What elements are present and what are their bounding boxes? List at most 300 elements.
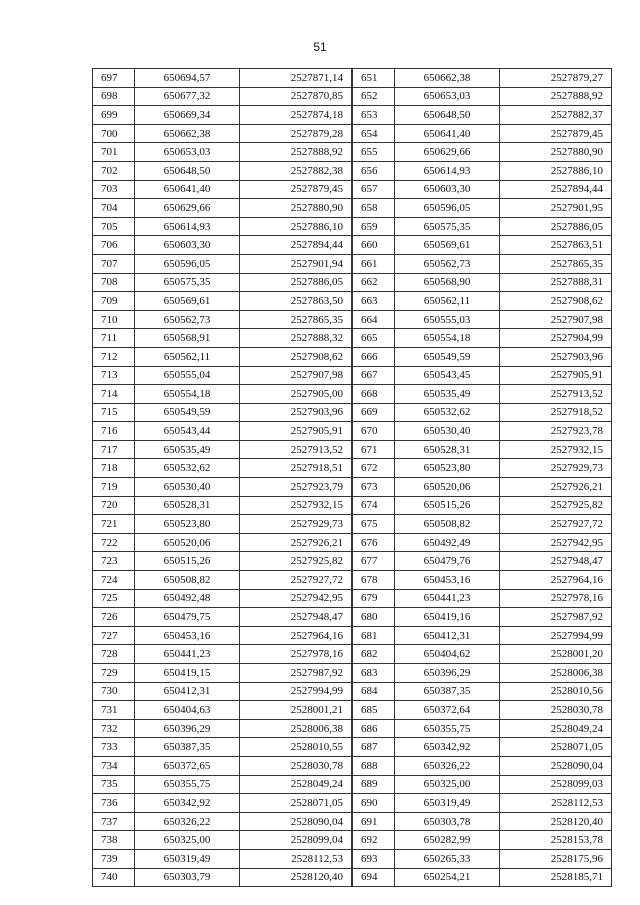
y-coordinate-cell: 2527880,90 <box>500 143 612 162</box>
table-row <box>353 310 612 329</box>
point-number-cell: 653 <box>353 106 395 125</box>
y-coordinate-cell: 2527879,28 <box>240 124 352 143</box>
x-coordinate-cell: 650603,30 <box>395 180 500 199</box>
y-coordinate-cell: 2528071,05 <box>500 738 612 757</box>
table-row <box>353 794 612 813</box>
y-coordinate-cell: 2527865,35 <box>240 310 352 329</box>
point-number-cell: 675 <box>353 515 395 534</box>
table-row <box>353 254 612 273</box>
x-coordinate-cell: 650569,61 <box>395 236 500 255</box>
y-coordinate-cell: 2527964,16 <box>500 571 612 590</box>
table-row <box>353 459 612 478</box>
point-number-cell: 718 <box>93 459 135 478</box>
y-coordinate-cell: 2527882,37 <box>500 106 612 125</box>
x-coordinate-cell: 650479,75 <box>135 608 240 627</box>
point-number-cell: 664 <box>353 310 395 329</box>
x-coordinate-cell: 650520,06 <box>135 533 240 552</box>
table-row <box>93 794 352 813</box>
y-coordinate-cell: 2527918,51 <box>240 459 352 478</box>
point-number-cell: 723 <box>93 552 135 571</box>
point-number-cell: 659 <box>353 217 395 236</box>
point-number-cell: 692 <box>353 831 395 850</box>
x-coordinate-cell: 650549,59 <box>135 403 240 422</box>
y-coordinate-cell: 2527901,95 <box>500 199 612 218</box>
table-row <box>93 478 352 497</box>
y-coordinate-cell: 2527886,10 <box>240 217 352 236</box>
y-coordinate-cell: 2528112,53 <box>240 849 352 868</box>
point-number-cell: 738 <box>93 831 135 850</box>
table-row <box>93 236 352 255</box>
x-coordinate-cell: 650662,38 <box>135 124 240 143</box>
x-coordinate-cell: 650355,75 <box>395 719 500 738</box>
point-number-cell: 661 <box>353 254 395 273</box>
point-number-cell: 684 <box>353 682 395 701</box>
y-coordinate-cell: 2527964,16 <box>240 626 352 645</box>
y-coordinate-cell: 2527913,52 <box>500 385 612 404</box>
y-coordinate-cell: 2527879,45 <box>240 180 352 199</box>
table-row <box>353 236 612 255</box>
table-row <box>353 664 612 683</box>
y-coordinate-cell: 2527918,52 <box>500 403 612 422</box>
point-number-cell: 726 <box>93 608 135 627</box>
x-coordinate-cell: 650372,64 <box>395 701 500 720</box>
y-coordinate-cell: 2528006,38 <box>240 719 352 738</box>
x-coordinate-cell: 650603,30 <box>135 236 240 255</box>
point-number-cell: 725 <box>93 589 135 608</box>
y-coordinate-cell: 2528099,04 <box>240 831 352 850</box>
table-row <box>353 124 612 143</box>
table-row <box>93 329 352 348</box>
table-row <box>93 701 352 720</box>
x-coordinate-cell: 650523,80 <box>135 515 240 534</box>
point-number-cell: 680 <box>353 608 395 627</box>
y-coordinate-cell: 2527907,98 <box>240 366 352 385</box>
x-coordinate-cell: 650479,76 <box>395 552 500 571</box>
point-number-cell: 706 <box>93 236 135 255</box>
table-row <box>353 496 612 515</box>
point-number-cell: 678 <box>353 571 395 590</box>
point-number-cell: 716 <box>93 422 135 441</box>
point-number-cell: 651 <box>353 69 395 88</box>
y-coordinate-cell: 2527987,92 <box>240 664 352 683</box>
point-number-cell: 666 <box>353 347 395 366</box>
table-row <box>93 217 352 236</box>
y-coordinate-cell: 2528120,40 <box>500 812 612 831</box>
x-coordinate-cell: 650535,49 <box>395 385 500 404</box>
x-coordinate-cell: 650325,00 <box>395 775 500 794</box>
table-row <box>93 738 352 757</box>
x-coordinate-cell: 650614,93 <box>135 217 240 236</box>
point-number-cell: 694 <box>353 868 395 887</box>
table-row <box>93 347 352 366</box>
page-number: 51 <box>313 40 327 54</box>
table-row <box>353 719 612 738</box>
table-row <box>93 812 352 831</box>
y-coordinate-cell: 2527880,90 <box>240 199 352 218</box>
y-coordinate-cell: 2527886,05 <box>500 217 612 236</box>
table-row <box>353 812 612 831</box>
table-row <box>353 571 612 590</box>
table-row <box>353 849 612 868</box>
x-coordinate-cell: 650562,11 <box>395 292 500 311</box>
y-coordinate-cell: 2527948,47 <box>240 608 352 627</box>
table-row <box>93 682 352 701</box>
y-coordinate-cell: 2527926,21 <box>500 478 612 497</box>
table-row <box>93 626 352 645</box>
table-row <box>353 589 612 608</box>
x-coordinate-cell: 650653,03 <box>135 143 240 162</box>
x-coordinate-cell: 650568,90 <box>395 273 500 292</box>
x-coordinate-cell: 650325,00 <box>135 831 240 850</box>
y-coordinate-cell: 2528185,71 <box>500 868 612 887</box>
point-number-cell: 688 <box>353 756 395 775</box>
x-coordinate-cell: 650387,35 <box>135 738 240 757</box>
x-coordinate-cell: 650419,16 <box>395 608 500 627</box>
y-coordinate-cell: 2527926,21 <box>240 533 352 552</box>
table-row <box>93 124 352 143</box>
y-coordinate-cell: 2528030,78 <box>500 701 612 720</box>
y-coordinate-cell: 2527894,44 <box>500 180 612 199</box>
y-coordinate-cell: 2528090,04 <box>240 812 352 831</box>
y-coordinate-cell: 2527903,96 <box>500 347 612 366</box>
point-number-cell: 720 <box>93 496 135 515</box>
y-coordinate-cell: 2528001,20 <box>500 645 612 664</box>
x-coordinate-cell: 650662,38 <box>395 69 500 88</box>
table-row <box>93 385 352 404</box>
table-row <box>93 422 352 441</box>
point-number-cell: 663 <box>353 292 395 311</box>
point-number-cell: 673 <box>353 478 395 497</box>
x-coordinate-cell: 650568,91 <box>135 329 240 348</box>
y-coordinate-cell: 2527863,50 <box>240 292 352 311</box>
x-coordinate-cell: 650694,57 <box>135 69 240 88</box>
point-number-cell: 719 <box>93 478 135 497</box>
point-number-cell: 683 <box>353 664 395 683</box>
y-coordinate-cell: 2527923,78 <box>500 422 612 441</box>
y-coordinate-cell: 2527925,82 <box>500 496 612 515</box>
y-coordinate-cell: 2527901,94 <box>240 254 352 273</box>
table-row <box>353 143 612 162</box>
y-coordinate-cell: 2527929,73 <box>500 459 612 478</box>
y-coordinate-cell: 2527907,98 <box>500 310 612 329</box>
y-coordinate-cell: 2527994,99 <box>500 626 612 645</box>
x-coordinate-cell: 650562,73 <box>135 310 240 329</box>
table-row <box>93 106 352 125</box>
y-coordinate-cell: 2527925,82 <box>240 552 352 571</box>
point-number-cell: 702 <box>93 161 135 180</box>
table-row <box>93 199 352 218</box>
x-coordinate-cell: 650282,99 <box>395 831 500 850</box>
y-coordinate-cell: 2528112,53 <box>500 794 612 813</box>
table-row <box>93 403 352 422</box>
x-coordinate-cell: 650648,50 <box>395 106 500 125</box>
table-row <box>93 589 352 608</box>
y-coordinate-cell: 2527888,92 <box>240 143 352 162</box>
x-coordinate-cell: 650596,05 <box>395 199 500 218</box>
x-coordinate-cell: 650342,92 <box>395 738 500 757</box>
table-row <box>93 515 352 534</box>
x-coordinate-cell: 650372,65 <box>135 756 240 775</box>
y-coordinate-cell: 2527932,15 <box>240 496 352 515</box>
point-number-cell: 686 <box>353 719 395 738</box>
y-coordinate-cell: 2527888,31 <box>500 273 612 292</box>
x-coordinate-cell: 650441,23 <box>395 589 500 608</box>
table-row <box>353 385 612 404</box>
y-coordinate-cell: 2527948,47 <box>500 552 612 571</box>
point-number-cell: 732 <box>93 719 135 738</box>
x-coordinate-cell: 650419,15 <box>135 664 240 683</box>
point-number-cell: 698 <box>93 87 135 106</box>
point-number-cell: 679 <box>353 589 395 608</box>
table-row <box>353 422 612 441</box>
table-row <box>93 533 352 552</box>
point-number-cell: 690 <box>353 794 395 813</box>
y-coordinate-cell: 2527978,16 <box>500 589 612 608</box>
x-coordinate-cell: 650492,49 <box>395 533 500 552</box>
table-row <box>93 440 352 459</box>
table-row <box>353 831 612 850</box>
point-number-cell: 677 <box>353 552 395 571</box>
x-coordinate-cell: 650515,26 <box>135 552 240 571</box>
table-row <box>353 292 612 311</box>
point-number-cell: 662 <box>353 273 395 292</box>
x-coordinate-cell: 650575,35 <box>135 273 240 292</box>
y-coordinate-cell: 2527987,92 <box>500 608 612 627</box>
point-number-cell: 714 <box>93 385 135 404</box>
point-number-cell: 671 <box>353 440 395 459</box>
point-number-cell: 713 <box>93 366 135 385</box>
x-coordinate-cell: 650532,62 <box>395 403 500 422</box>
table-row <box>353 775 612 794</box>
table-row <box>93 180 352 199</box>
table-row <box>93 496 352 515</box>
x-coordinate-cell: 650543,45 <box>395 366 500 385</box>
point-number-cell: 735 <box>93 775 135 794</box>
x-coordinate-cell: 650535,49 <box>135 440 240 459</box>
point-number-cell: 654 <box>353 124 395 143</box>
table-row <box>353 645 612 664</box>
x-coordinate-cell: 650555,04 <box>135 366 240 385</box>
point-number-cell: 656 <box>353 161 395 180</box>
point-number-cell: 697 <box>93 69 135 88</box>
table-row <box>93 849 352 868</box>
table-row <box>353 217 612 236</box>
y-coordinate-cell: 2528006,38 <box>500 664 612 683</box>
y-coordinate-cell: 2527942,95 <box>240 589 352 608</box>
x-coordinate-cell: 650453,16 <box>135 626 240 645</box>
table-row <box>93 775 352 794</box>
point-number-cell: 668 <box>353 385 395 404</box>
table-row <box>93 831 352 850</box>
x-coordinate-cell: 650575,35 <box>395 217 500 236</box>
point-number-cell: 711 <box>93 329 135 348</box>
y-coordinate-cell: 2528001,21 <box>240 701 352 720</box>
y-coordinate-cell: 2528010,55 <box>240 738 352 757</box>
point-number-cell: 737 <box>93 812 135 831</box>
y-coordinate-cell: 2528049,24 <box>500 719 612 738</box>
x-coordinate-cell: 650303,78 <box>395 812 500 831</box>
point-number-cell: 665 <box>353 329 395 348</box>
point-number-cell: 674 <box>353 496 395 515</box>
point-number-cell: 705 <box>93 217 135 236</box>
table-row <box>353 701 612 720</box>
table-row <box>93 292 352 311</box>
table-row <box>353 161 612 180</box>
point-number-cell: 722 <box>93 533 135 552</box>
point-number-cell: 731 <box>93 701 135 720</box>
table-row <box>93 254 352 273</box>
y-coordinate-cell: 2528153,78 <box>500 831 612 850</box>
y-coordinate-cell: 2527863,51 <box>500 236 612 255</box>
y-coordinate-cell: 2528010,56 <box>500 682 612 701</box>
table-row <box>353 273 612 292</box>
point-number-cell: 729 <box>93 664 135 683</box>
table-row <box>353 756 612 775</box>
x-coordinate-cell: 650532,62 <box>135 459 240 478</box>
point-number-cell: 730 <box>93 682 135 701</box>
point-number-cell: 704 <box>93 199 135 218</box>
point-number-cell: 687 <box>353 738 395 757</box>
x-coordinate-cell: 650404,62 <box>395 645 500 664</box>
point-number-cell: 655 <box>353 143 395 162</box>
x-coordinate-cell: 650508,82 <box>395 515 500 534</box>
table-row <box>93 161 352 180</box>
x-coordinate-cell: 650641,40 <box>395 124 500 143</box>
point-number-cell: 739 <box>93 849 135 868</box>
table-row <box>353 180 612 199</box>
x-coordinate-cell: 650254,21 <box>395 868 500 887</box>
table-row <box>93 868 352 887</box>
point-number-cell: 712 <box>93 347 135 366</box>
x-coordinate-cell: 650387,35 <box>395 682 500 701</box>
x-coordinate-cell: 650554,18 <box>395 329 500 348</box>
table-row <box>353 347 612 366</box>
table-row <box>353 868 612 887</box>
y-coordinate-cell: 2527905,91 <box>240 422 352 441</box>
x-coordinate-cell: 650523,80 <box>395 459 500 478</box>
table-row <box>353 533 612 552</box>
table-row <box>353 366 612 385</box>
y-coordinate-cell: 2527905,00 <box>240 385 352 404</box>
x-coordinate-cell: 650554,18 <box>135 385 240 404</box>
point-number-cell: 660 <box>353 236 395 255</box>
point-number-cell: 701 <box>93 143 135 162</box>
x-coordinate-cell: 650319,49 <box>135 849 240 868</box>
y-coordinate-cell: 2528120,40 <box>240 868 352 887</box>
point-number-cell: 689 <box>353 775 395 794</box>
point-number-cell: 734 <box>93 756 135 775</box>
y-coordinate-cell: 2527994,99 <box>240 682 352 701</box>
x-coordinate-cell: 650520,06 <box>395 478 500 497</box>
y-coordinate-cell: 2527942,95 <box>500 533 612 552</box>
point-number-cell: 710 <box>93 310 135 329</box>
y-coordinate-cell: 2528090,04 <box>500 756 612 775</box>
x-coordinate-cell: 650530,40 <box>135 478 240 497</box>
point-number-cell: 676 <box>353 533 395 552</box>
table-row <box>93 645 352 664</box>
point-number-cell: 724 <box>93 571 135 590</box>
point-number-cell: 708 <box>93 273 135 292</box>
point-number-cell: 715 <box>93 403 135 422</box>
x-coordinate-cell: 650492,48 <box>135 589 240 608</box>
y-coordinate-cell: 2527927,72 <box>500 515 612 534</box>
y-coordinate-cell: 2528175,96 <box>500 849 612 868</box>
point-number-cell: 667 <box>353 366 395 385</box>
y-coordinate-cell: 2527886,05 <box>240 273 352 292</box>
y-coordinate-cell: 2527888,32 <box>240 329 352 348</box>
point-number-cell: 727 <box>93 626 135 645</box>
y-coordinate-cell: 2528099,03 <box>500 775 612 794</box>
x-coordinate-cell: 650629,66 <box>395 143 500 162</box>
point-number-cell: 733 <box>93 738 135 757</box>
y-coordinate-cell: 2527888,92 <box>500 87 612 106</box>
y-coordinate-cell: 2527874,18 <box>240 106 352 125</box>
table-row <box>93 664 352 683</box>
x-coordinate-cell: 650265,33 <box>395 849 500 868</box>
table-row <box>93 143 352 162</box>
x-coordinate-cell: 650562,73 <box>395 254 500 273</box>
x-coordinate-cell: 650569,61 <box>135 292 240 311</box>
y-coordinate-cell: 2527905,91 <box>500 366 612 385</box>
y-coordinate-cell: 2527932,15 <box>500 440 612 459</box>
x-coordinate-cell: 650404,63 <box>135 701 240 720</box>
table-row <box>353 440 612 459</box>
coordinates-table-left <box>92 68 352 887</box>
point-number-cell: 670 <box>353 422 395 441</box>
x-coordinate-cell: 650326,22 <box>395 756 500 775</box>
point-number-cell: 652 <box>353 87 395 106</box>
x-coordinate-cell: 650412,31 <box>395 626 500 645</box>
x-coordinate-cell: 650319,49 <box>395 794 500 813</box>
y-coordinate-cell: 2527879,27 <box>500 69 612 88</box>
point-number-cell: 681 <box>353 626 395 645</box>
table-row <box>353 515 612 534</box>
table-row <box>93 69 352 88</box>
point-number-cell: 682 <box>353 645 395 664</box>
point-number-cell: 728 <box>93 645 135 664</box>
table-row <box>353 69 612 88</box>
coordinates-table-right <box>352 68 612 887</box>
y-coordinate-cell: 2527978,16 <box>240 645 352 664</box>
table-row <box>353 199 612 218</box>
point-number-cell: 672 <box>353 459 395 478</box>
point-number-cell: 699 <box>93 106 135 125</box>
table-row <box>353 478 612 497</box>
point-number-cell: 740 <box>93 868 135 887</box>
x-coordinate-cell: 650396,29 <box>395 664 500 683</box>
x-coordinate-cell: 650677,32 <box>135 87 240 106</box>
y-coordinate-cell: 2527927,72 <box>240 571 352 590</box>
point-number-cell: 657 <box>353 180 395 199</box>
point-number-cell: 709 <box>93 292 135 311</box>
table-row <box>93 459 352 478</box>
x-coordinate-cell: 650596,05 <box>135 254 240 273</box>
point-number-cell: 658 <box>353 199 395 218</box>
table-row <box>353 552 612 571</box>
x-coordinate-cell: 650669,34 <box>135 106 240 125</box>
x-coordinate-cell: 650629,66 <box>135 199 240 218</box>
x-coordinate-cell: 650342,92 <box>135 794 240 813</box>
y-coordinate-cell: 2528049,24 <box>240 775 352 794</box>
table-row <box>353 608 612 627</box>
table-row <box>353 738 612 757</box>
point-number-cell: 685 <box>353 701 395 720</box>
y-coordinate-cell: 2527904,99 <box>500 329 612 348</box>
y-coordinate-cell: 2527882,38 <box>240 161 352 180</box>
x-coordinate-cell: 650543,44 <box>135 422 240 441</box>
y-coordinate-cell: 2527865,35 <box>500 254 612 273</box>
x-coordinate-cell: 650528,31 <box>135 496 240 515</box>
